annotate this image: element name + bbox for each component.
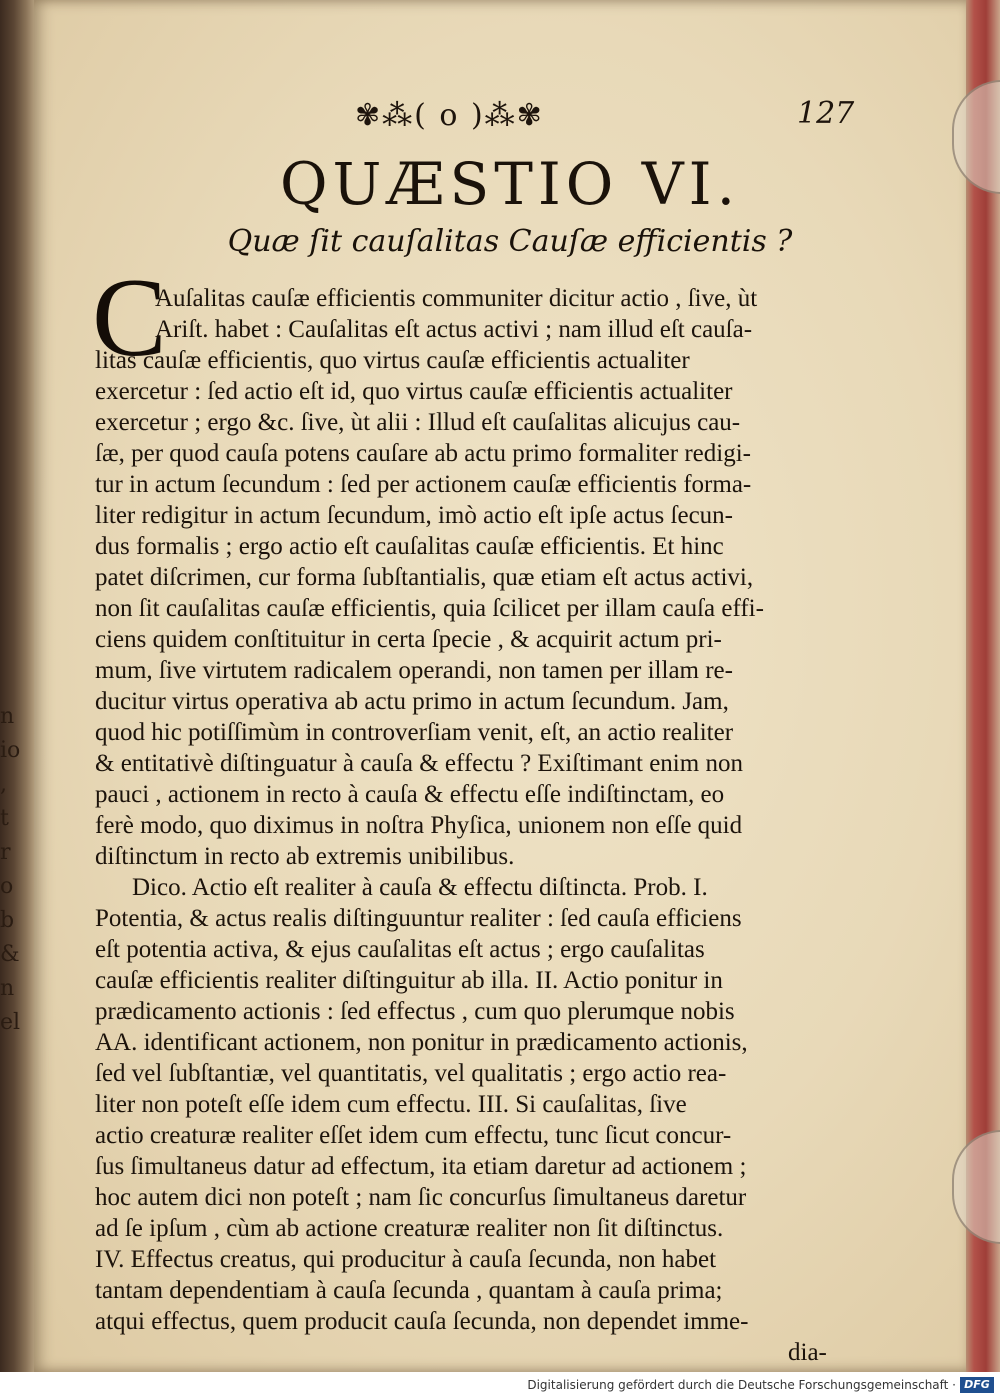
text-line: ſed vel ſubſtantiæ, vel quantitatis, vel qualitatis ; ergo actio rea- <box>95 1060 727 1087</box>
text-line: prædicamento actionis : ſed effectus , cum quo plerumque nobis <box>95 998 735 1025</box>
text-line: hoc autem dici non poteſt ; nam ſic concurſus ſimultaneus daretur <box>95 1184 747 1211</box>
text-line: litas cauſæ efficientis, quo virtus cauſæ efficientis actualiter <box>95 347 690 374</box>
text-line: quod hic potiſſimùm in controverſiam venit, eſt, an actio realiter <box>95 719 734 746</box>
text-line: Auſalitas cauſæ efficientis communiter dicitur actio , ſive, ùt <box>155 285 758 312</box>
text-line: diſtinctum in recto ab extremis unibilibus. <box>95 843 515 870</box>
text-line: eſt potentia activa, & ejus cauſalitas eſt actus ; ergo cauſalitas <box>95 936 705 963</box>
page-number: 127 <box>797 96 855 131</box>
text-line: liter non poteſt eſſe idem cum effectu. III. Si cauſalitas, ſive <box>95 1091 687 1118</box>
page-title: QUÆSTIO VI. <box>279 150 741 218</box>
text-line: exercetur : ſed actio eſt id, quo virtus cauſæ efficientis actualiter <box>95 378 733 405</box>
text-line: Potentia, & actus realis diſtinguuntur realiter : ſed cauſa efficiens <box>95 905 742 932</box>
text-line: non ſit cauſalitas cauſæ efficientis, quia ſcilicet per illam cauſa effi- <box>95 595 764 622</box>
text-line: ad ſe ipſum , cùm ab actione creaturæ realiter non ſit diſtinctus. <box>95 1215 724 1242</box>
page-subtitle: Quæ ſit cauſalitas Cauſæ efficientis ? <box>227 224 793 259</box>
text-line: tur in actum ſecundum : ſed per actionem cauſæ efficientis forma- <box>95 471 752 498</box>
facing-page-text-fragment: n io , t r o b & n el <box>0 704 21 1035</box>
text-line: patet diſcrimen, cur forma ſubſtantialis, quæ etiam eſt actus activi, <box>95 564 754 591</box>
text-line: ſæ, per quod cauſa potens cauſare ab actu primo formaliter redigi- <box>95 440 751 467</box>
funding-credit: Digitalisierung gefördert durch die Deutsche Forschungsgemeinschaft · <box>527 1378 956 1392</box>
text-line: & entitativè diſtinguatur à cauſa & effectu ? Exiſtimant enim non <box>95 750 743 777</box>
text-line: dus formalis ; ergo actio eſt cauſalitas cauſæ efficientis. Et hinc <box>95 533 724 560</box>
text-line: exercetur ; ergo &c. ſive, ùt alii : Illud eſt cauſalitas alicujus cau- <box>95 409 741 436</box>
text-line: ferè modo, quo diximus in noſtra Phyſica, unionem non eſſe quid <box>95 812 743 839</box>
running-head-ornament: ✾⁂( o )⁂✾ <box>355 98 544 133</box>
text-line: ducitur virtus operativa ab actu primo in actum ſecundum. Jam, <box>95 688 729 715</box>
text-line: mum, ſive virtutem radicalem operandi, non tamen per illam re- <box>95 657 733 684</box>
dfg-logo: DFG <box>960 1377 994 1393</box>
drop-capital: C <box>92 256 167 380</box>
text-line: IV. Effectus creatus, qui producitur à cauſa ſecunda, non habet <box>95 1246 717 1273</box>
text-line: tantam dependentiam à cauſa ſecunda , quantam à cauſa prima; <box>95 1277 723 1304</box>
text-line: cauſæ efficientis realiter diſtinguitur ab illa. II. Actio ponitur in <box>95 967 723 994</box>
text-line: Ariſt. habet : Cauſalitas eſt actus activi ; nam illud eſt cauſa- <box>155 316 753 343</box>
text-line: liter redigitur in actum ſecundum, imò actio eſt ipſe actus ſecun- <box>95 502 733 529</box>
catchword: dia- <box>788 1339 827 1366</box>
text-line: AA. identificant actionem, non ponitur in prædicamento actionis, <box>95 1029 748 1056</box>
text-line: actio creaturæ realiter eſſet idem cum effectu, tunc ſicut concur- <box>95 1122 732 1149</box>
text-line: ciens quidem conſtituitur in certa ſpecie , & acquirit actum pri- <box>95 626 722 653</box>
text-line: Dico. Actio eſt realiter à cauſa & effectu diſtincta. Prob. I. <box>132 874 708 901</box>
text-line: atqui effectus, quem producit cauſa ſecunda, non dependet imme- <box>95 1308 749 1335</box>
text-line: pauci , actionem in recto à cauſa & effectu eſſe indiſtinctam, eo <box>95 781 725 808</box>
text-line: ſus ſimultaneus datur ad effectum, ita etiam daretur ad actionem ; <box>95 1153 747 1180</box>
